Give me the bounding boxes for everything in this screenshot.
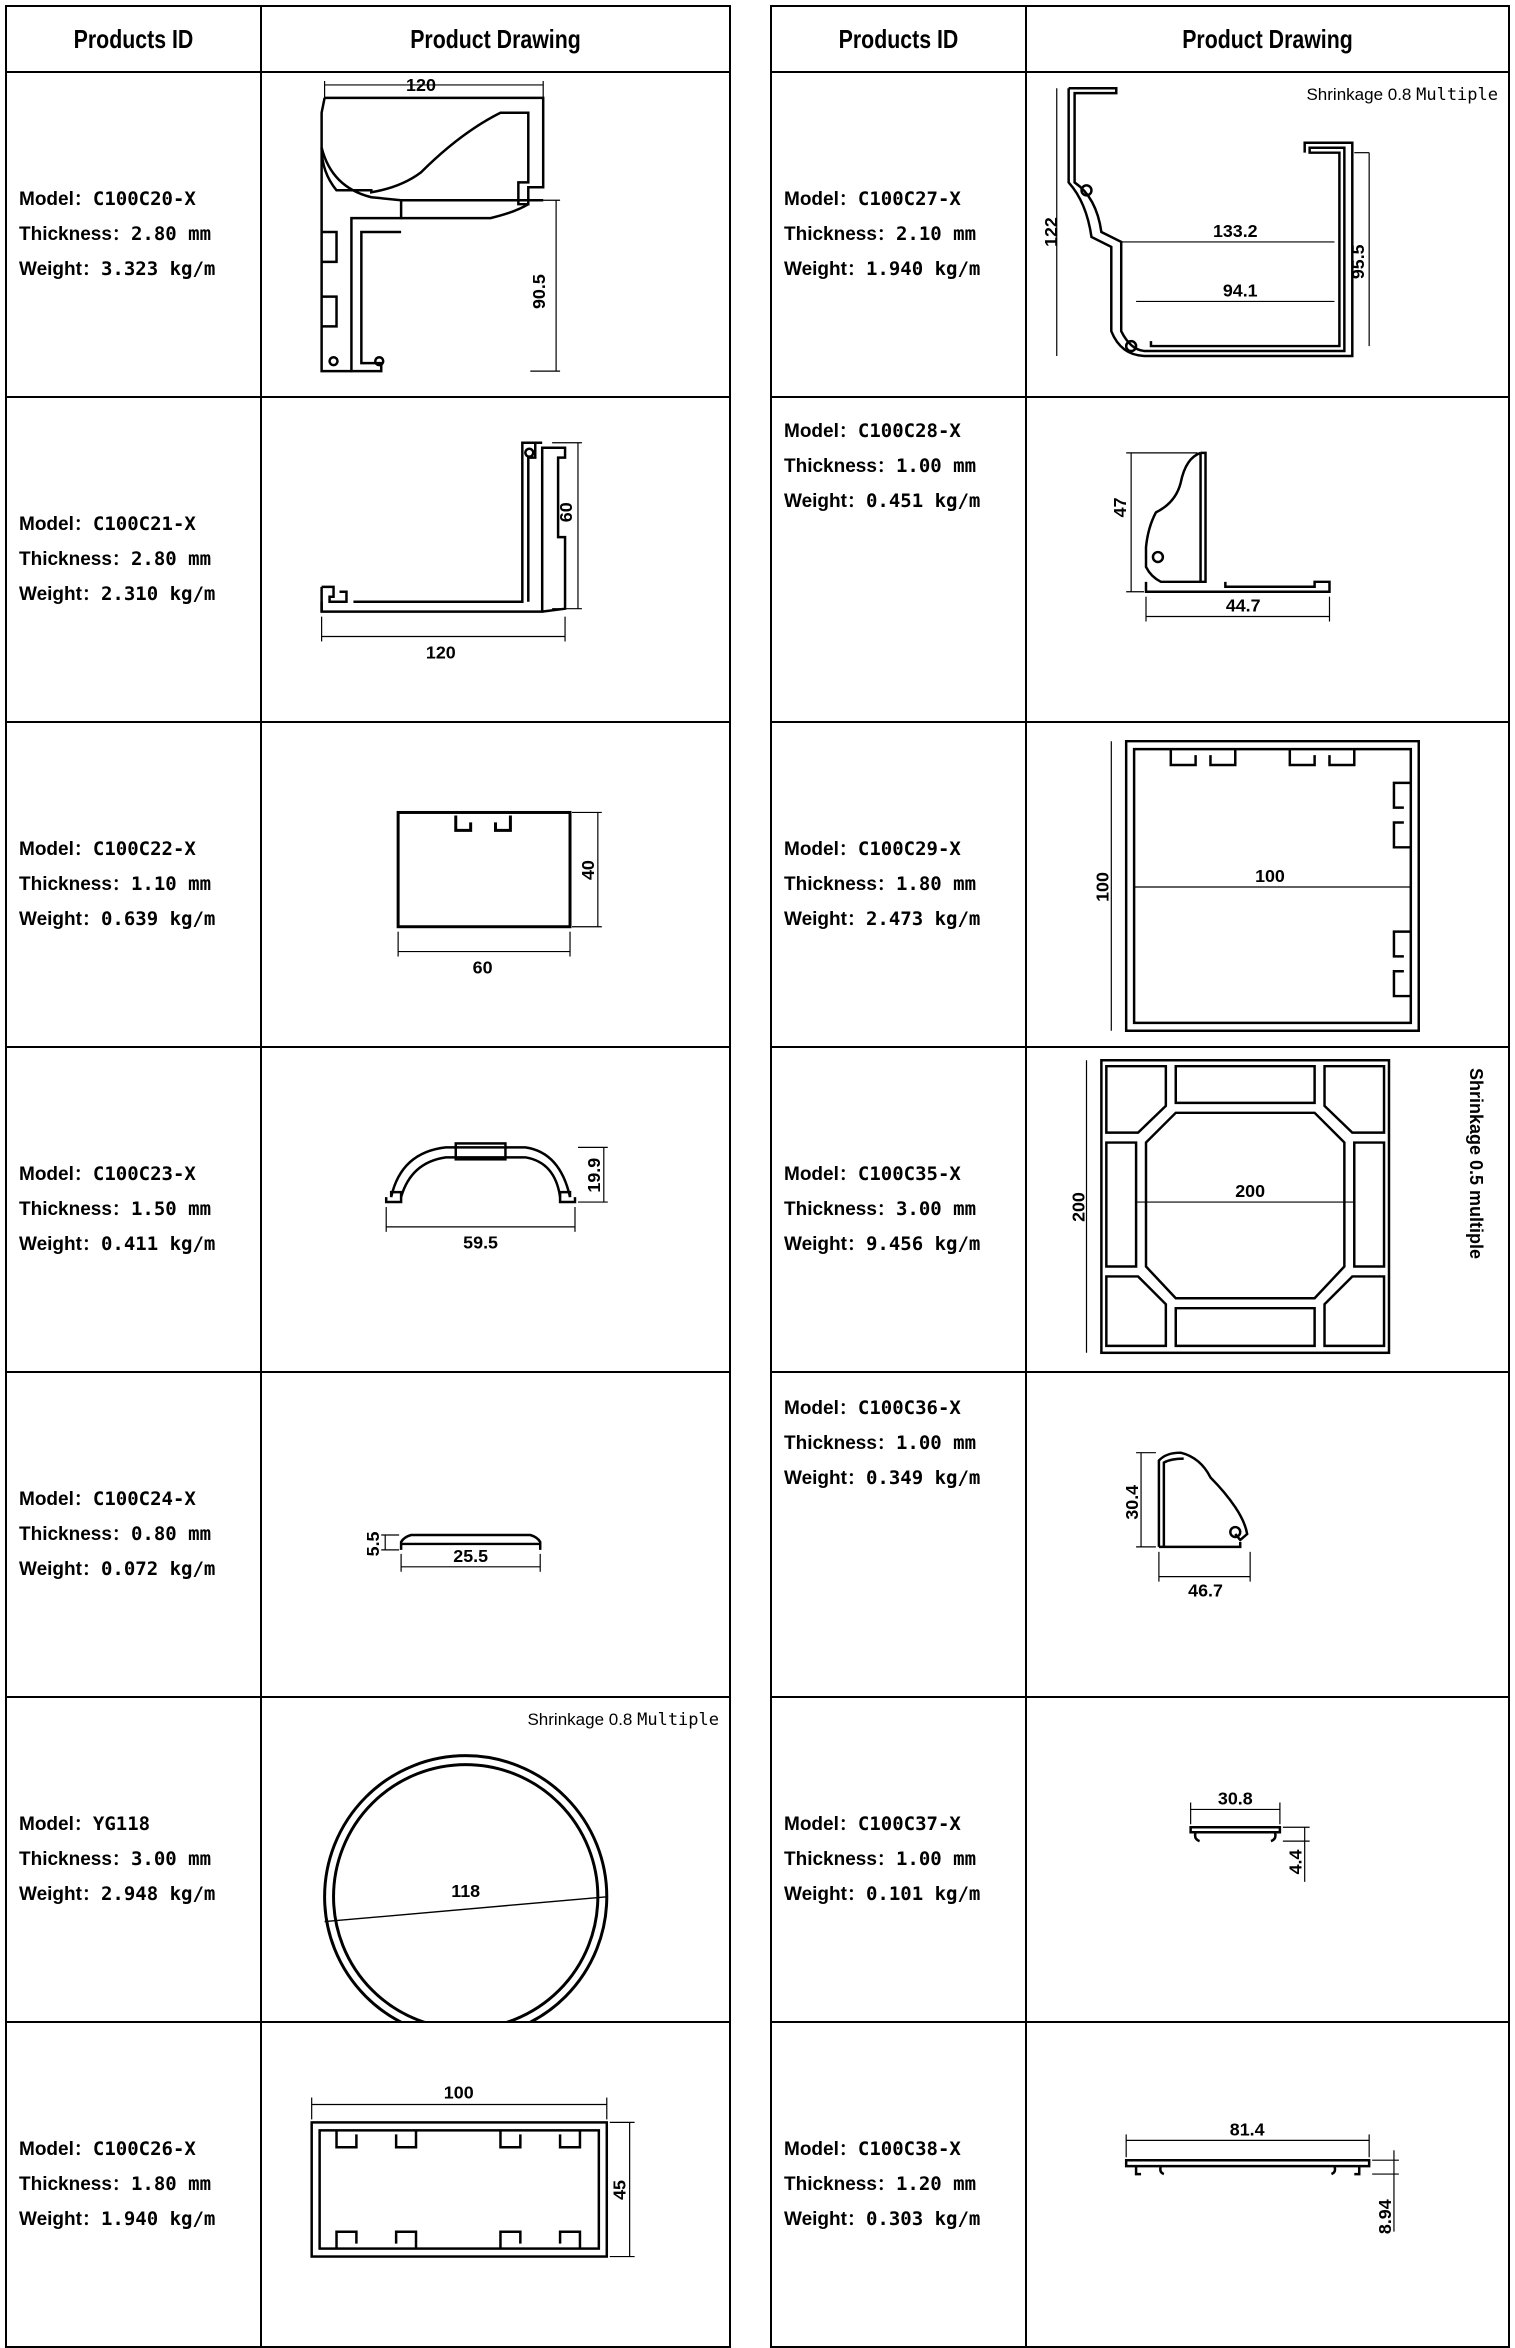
dim-label: 40 [577,860,598,881]
dim-label: 133.2 [1212,220,1258,241]
profile-drawing-c100c26 [262,2023,729,2346]
dim-label: 8.94 [1374,2199,1395,2235]
thickness-value: 1.10 mm [130,873,212,895]
product-row [771,1047,1509,1372]
dim-label: 60 [472,957,493,978]
product-drawing [261,1697,730,2022]
product-row [6,1697,730,2022]
thickness-value: 1.80 mm [130,2173,212,2195]
profile-drawing-c100c24 [262,1373,729,1696]
product-drawing [261,2022,730,2347]
product-drawing [1026,1047,1509,1372]
product-spec: Model：C100C37-X Thickness：1.00 mm Weight：0.101 kg/m [771,1697,1026,2022]
thickness-value: 1.50 mm [130,1198,212,1220]
profile-drawing-c100c27 [1027,73,1508,396]
product-row [6,1047,730,1372]
dim-label: 95.5 [1348,244,1369,280]
product-spec: Model：C100C29-X Thickness：1.80 mm Weight：2.473 kg/m [771,722,1026,1047]
thickness-value: 1.00 mm [895,1848,977,1870]
model-value: YG118 [92,1813,151,1835]
model-value: C100C27-X [857,188,961,210]
weight-value: 3.323 kg/m [100,258,216,280]
product-drawing [1026,1372,1509,1697]
model-value: C100C22-X [92,838,196,860]
dim-label: 5.5 [363,1531,384,1557]
weight-value: 0.451 kg/m [865,490,981,512]
product-spec: Model：C100C28-X Thickness：1.00 mm Weight：0.451 kg/m [771,397,1026,722]
thickness-value: 1.00 mm [895,455,977,477]
product-spec: Model：C100C26-X Thickness：1.80 mm Weight：1.940 kg/m [6,2022,261,2347]
shrinkage-note: Shrinkage 0.8 Multiple [527,1710,719,1730]
model-value: C100C35-X [857,1163,961,1185]
model-value: C100C20-X [92,188,196,210]
weight-value: 1.940 kg/m [865,258,981,280]
thickness-value: 2.80 mm [130,548,212,570]
model-value: C100C26-X [92,2138,196,2160]
profile-drawing-c100c28 [1027,398,1508,721]
product-row [771,2022,1509,2347]
model-value: C100C36-X [857,1397,961,1419]
dim-label: 200 [1068,1192,1089,1222]
dim-label: 4.4 [1285,1849,1306,1875]
product-drawing [1026,722,1509,1047]
model-value: C100C29-X [857,838,961,860]
dim-label: 44.7 [1225,595,1261,616]
product-drawing [261,1372,730,1697]
weight-value: 2.948 kg/m [100,1883,216,1905]
product-drawing [261,722,730,1047]
dim-label: 81.4 [1229,2119,1265,2140]
dim-label: 19.9 [583,1157,604,1193]
profile-drawing-c100c21 [262,398,729,721]
weight-value: 2.473 kg/m [865,908,981,930]
weight-value: 9.456 kg/m [865,1233,981,1255]
product-spec: Model：C100C27-X Thickness：2.10 mm Weight：1.940 kg/m [771,72,1026,397]
profile-drawing-c100c22 [262,723,729,1046]
thickness-value: 1.00 mm [895,1432,977,1454]
weight-value: 0.101 kg/m [865,1883,981,1905]
product-spec: Model：YG118 Thickness：3.00 mm Weight：2.948 kg/m [6,1697,261,2022]
thickness-value: 1.20 mm [895,2173,977,2195]
dim-label: 25.5 [453,1545,489,1566]
dim-label: 30.4 [1122,1484,1143,1520]
dim-label: 118 [451,1880,481,1901]
profile-drawing-c100c37 [1027,1698,1508,2021]
profile-drawing-c100c36 [1027,1373,1508,1696]
model-value: C100C28-X [857,420,961,442]
profile-drawing-yg118 [262,1698,729,2021]
dim-label: 60 [556,502,577,523]
header-product-drawing: Product Drawing [303,6,688,72]
product-drawing [1026,1697,1509,2022]
header-products-id: Products ID [794,6,1003,72]
weight-value: 1.940 kg/m [100,2208,216,2230]
weight-value: 0.411 kg/m [100,1233,216,1255]
product-spec: Model：C100C24-X Thickness：0.80 mm Weight：0.072 kg/m [6,1372,261,1697]
product-spec: Model：C100C20-X Thickness：2.80 mm Weight：3.323 kg/m [6,72,261,397]
product-spec: Model：C100C36-X Thickness：1.00 mm Weight：0.349 kg/m [771,1372,1026,1697]
weight-value: 0.639 kg/m [100,908,216,930]
weight-value: 0.072 kg/m [100,1558,216,1580]
product-spec: Model：C100C38-X Thickness：1.20 mm Weight：0.303 kg/m [771,2022,1026,2347]
dim-label: 45 [609,2180,630,2200]
product-row [6,722,730,1047]
weight-value: 0.303 kg/m [865,2208,981,2230]
right-product-table [770,5,1510,2348]
thickness-value: 2.10 mm [895,223,977,245]
dim-label: 30.8 [1217,1788,1253,1809]
product-row [6,1372,730,1697]
dim-label: 90.5 [529,274,550,310]
model-value: C100C24-X [92,1488,196,1510]
dim-label: 94.1 [1222,280,1258,301]
dim-label: 200 [1235,1181,1266,1202]
dim-label: 122 [1040,217,1061,247]
dim-label: 120 [425,642,456,663]
shrinkage-note: Shrinkage 0.5 multiple [1466,1068,1486,1260]
shrinkage-note: Shrinkage 0.8 Multiple [1306,85,1498,105]
thickness-value: 1.80 mm [895,873,977,895]
product-row [771,1372,1509,1697]
dim-label: 46.7 [1188,1580,1223,1601]
product-spec: Model：C100C23-X Thickness：1.50 mm Weight：0.411 kg/m [6,1047,261,1372]
product-spec: Model：C100C22-X Thickness：1.10 mm Weight：0.639 kg/m [6,722,261,1047]
product-drawing [1026,397,1509,722]
weight-value: 0.349 kg/m [865,1467,981,1489]
thickness-value: 0.80 mm [130,1523,212,1545]
product-row [771,722,1509,1047]
product-spec: Model：C100C35-X Thickness：3.00 mm Weight：9.456 kg/m [771,1047,1026,1372]
product-row [6,2022,730,2347]
model-value: C100C38-X [857,2138,961,2160]
dim-label: 100 [1092,872,1113,902]
product-row [6,72,730,397]
thickness-value: 3.00 mm [130,1848,212,1870]
product-drawing [261,397,730,722]
profile-drawing-c100c35 [1027,1048,1508,1371]
profile-drawing-c100c20 [262,73,729,396]
thickness-value: 2.80 mm [130,223,212,245]
product-drawing [261,72,730,397]
dim-label: 47 [1110,497,1131,518]
dim-label: 100 [1255,866,1285,887]
product-drawing [1026,72,1509,397]
product-row [771,397,1509,722]
product-row [771,72,1509,397]
left-product-table [5,5,731,2348]
model-value: C100C21-X [92,513,196,535]
model-value: C100C37-X [857,1813,961,1835]
header-products-id: Products ID [29,6,238,72]
thickness-value: 3.00 mm [895,1198,977,1220]
dim-label: 59.5 [463,1232,498,1253]
dim-label: 100 [443,2082,474,2103]
product-drawing [1026,2022,1509,2347]
profile-drawing-c100c23 [262,1048,729,1371]
dim-label: 120 [406,74,436,95]
profile-drawing-c100c29 [1027,723,1508,1046]
model-value: C100C23-X [92,1163,196,1185]
product-row [6,397,730,722]
header-product-drawing: Product Drawing [1069,6,1465,72]
weight-value: 2.310 kg/m [100,583,216,605]
product-row [771,1697,1509,2022]
product-spec: Model：C100C21-X Thickness：2.80 mm Weight：2.310 kg/m [6,397,261,722]
profile-drawing-c100c38 [1027,2023,1508,2346]
product-drawing [261,1047,730,1372]
